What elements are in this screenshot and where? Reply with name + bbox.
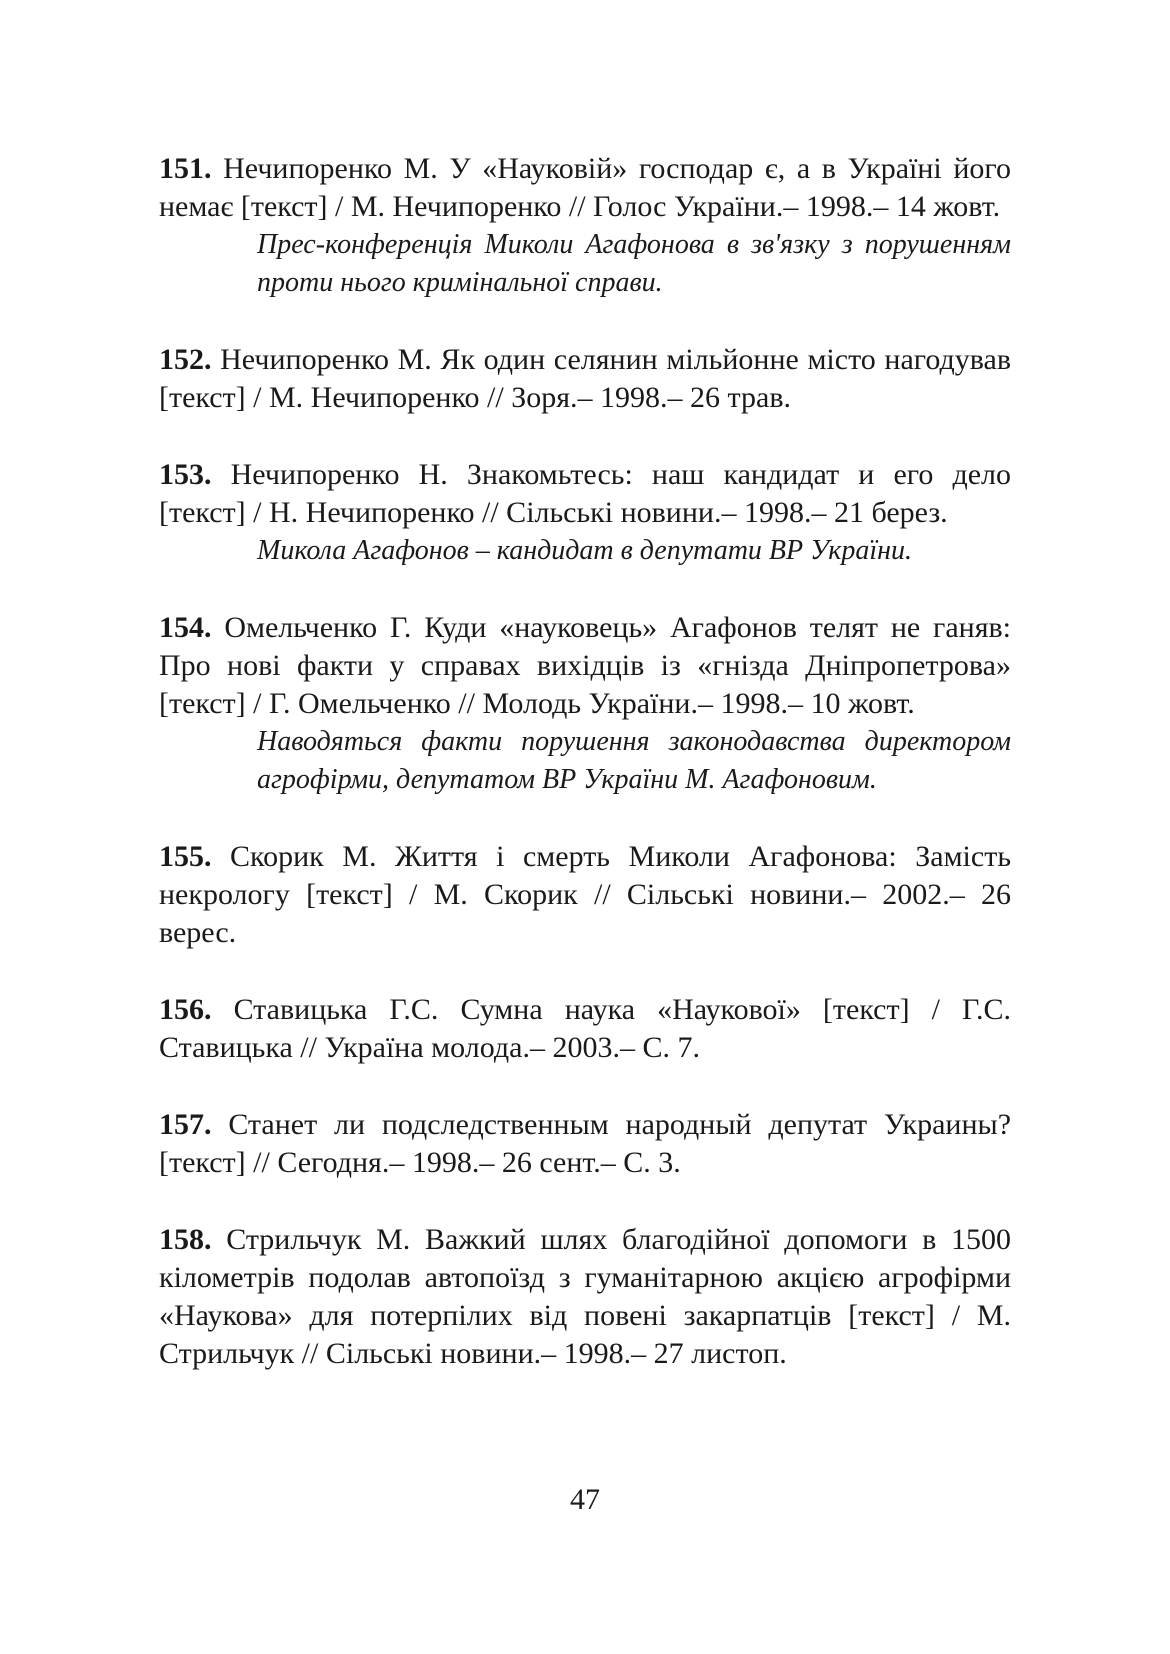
entry-annotation: Прес-конференція Миколи Агафонова в зв'язку з порушенням проти нього кримінальної справи. [257,229,1011,298]
entry-text: Ставицька Г.С. Сумна наука «Наукової» [текст] / Г.С. Ставицька // Україна молода.– 2003.– С. 7. [159,993,1012,1064]
entry-citation [159,150,1011,226]
bibliography-entry-157 [159,1106,1011,1182]
entry-text: Скорик М. Життя і смерть Миколи Агафонова: Замість некрологу [текст] / М. Скорик // Сільські новини.– 2002.– 26 верес. [159,840,1011,949]
bibliography-entry-154 [159,609,1011,799]
entry-number: 158. [159,1223,212,1256]
entry-text: Нечипоренко Н. Знакомьтесь: наш кандидат и его дело [текст] / Н. Нечипоренко // Сільські новини.– 1998.– 21 берез. [159,458,1012,529]
entry-number: 154. [159,611,212,644]
entry-text: Нечипоренко М. У «Науковій» господар є, а в Україні його немає [текст] / М. Нечипоренко // Голос України.– 1998.– 14 жовт. [159,152,1011,223]
bibliography-list [159,150,1011,1412]
bibliography-entry-155 [159,838,1011,952]
entry-number: 152. [159,343,212,376]
entry-annotation: Микола Агафонов – кандидат в депутати ВР України. [257,535,913,566]
bibliography-entry-156 [159,991,1011,1067]
entry-number: 156. [159,993,212,1026]
entry-number: 155. [159,840,212,873]
entry-text: Омельченко Г. Куди «науковець» Агафонов телят не ганяв: Про нові факти у справах вихідців із «гнізда Дніпропетрова» [текст] / Г. Омельченко // Молодь України.– 1998.– 10 жовт. [159,611,1011,720]
entry-number: 157. [159,1108,212,1141]
bibliography-entry-158 [159,1221,1011,1373]
entry-number: 153. [159,458,212,491]
entry-text: Станет ли подследственным народный депутат Украины? [текст] // Сегодня.– 1998.– 26 сент.– С. 3. [159,1108,1012,1179]
entry-annotation: Наводяться факти порушення законодавства директором агрофірми, депутатом ВР України М. Агафоновим. [257,726,1011,795]
bibliography-entry-153 [159,456,1011,570]
entry-citation [159,609,1011,723]
bibliography-entry-152 [159,341,1011,417]
entry-text: Стрильчук М. Важкий шлях благодійної допомоги в 1500 кілометрів подолав автопоїзд з гуманітарною акцією агрофірми «Наукова» для потерпілих від повені закарпатців [текст] / М. Стрильчук // Сільські новини.– 1998.– 27 листоп. [159,1223,1011,1370]
entry-number: 151. [159,152,212,185]
bibliography-entry-151 [159,150,1011,302]
page-number: 47 [570,1483,600,1516]
entry-text: Нечипоренко М. Як один селянин мільйонне місто нагодував [текст] / М. Нечипоренко // Зоря.– 1998.– 26 трав. [159,343,1011,414]
entry-citation [159,456,1011,532]
